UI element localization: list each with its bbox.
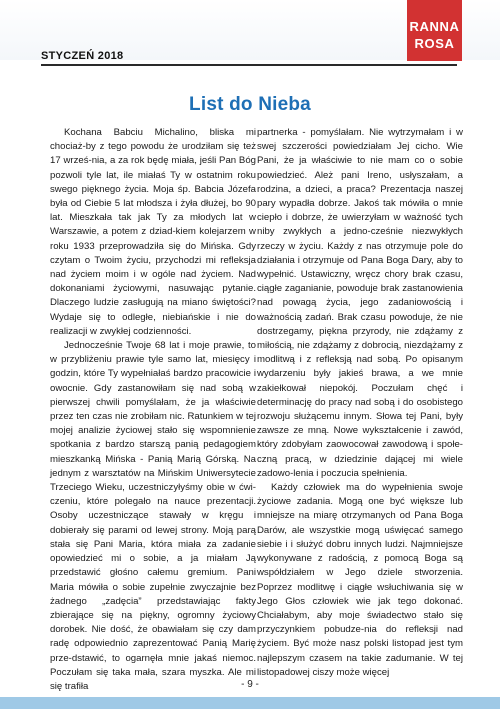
footer-band [0, 697, 500, 709]
header-rule [41, 64, 457, 66]
paragraph: Kochana Babciu Michalino, bliska mi chociaż-by z tego powodu że urodziłam się też 17 wrześ-nia, a za rok będę miała, jeśli Pan Bóg pozwoli tyle lat, ile miałaś Ty w ostatnim roku swego pięknego życia. Moja śp. Babcia Józefa była od Ciebie 5 lat młodsza i żyła dłużej, bo 90 lat. Mieszkała tak jak Ty za młodych lat w Warszawie, a potem z dziad-kiem kolejarzem w roku 1933 przeprowadziła się do Mińska. Gdy czytam o Twoim życiu, przychodzi mi refleksja nad życiem moim i w ogóle nad życiem. Nad dokonaniami życiowymi, nasuwając pytanie. Dlaczego ludzie zasługują na miano świętości? Wydaje się to odległe, niebiańskie i nie do realizacji w zwykłej codzienności. [50, 127, 256, 337]
article-title: List do Nieba [189, 93, 311, 115]
paragraph: Każdy człowiek ma do wypełnienia swoje życiowe zadania. Mogą one być większe lub mniejsze na miarę otrzymanych od Pana Boga Darów, ale wszystkie mogą uświęcać samego siebie i i służyć dobru innych ludzi. Najmniejsze wykonywane z radością, z pomocą Boga są współdziałem w Jego dziele stworzenia. Poprzez modlitwę i ciągłe wsłuchiwania się w Jego Głos człowiek wie jak tego dokonać. Chciałabym, aby moje świadectwo stało się przyczynkiem pobudze-nia do refleksji nad życiem. Być może nasz polski listopad jest tym najlepszym czasem na takie zadumanie. W tej listopadowej ciszy może więcej [257, 482, 463, 678]
article-column-left [50, 126, 256, 694]
logo-text-top: RANNA [409, 19, 460, 34]
paragraph: partnerka - pomyślałam. Nie wytrzymałam i w swej szczerości powiedziałam Jej cicho. Wie Pani, że ja właściwie to nie mam co o sobie powiedzieć. Ależ pani Ireno, usłyszałam, a rodzina, a dzieci, a praca? Prezentacja naszej pary wypadła dobrze. Jakoś tak mówiła o mnie ciepło i dobrze, że uwierzyłam w ważność tych niby zwykłych a jedno-cześnie niezwykłych rzeczy w życiu. Każdy z nas otrzymuje pole do działania i otrzymuje od Pana Boga Dary, aby to wypełnić. Ustawiczny, wręcz chory brak czasu, ciągłe zaganianie, powoduje brak zastanowienia nad powagą życia, jego zadaniowością i ważnością zadań. Brak czasu powoduje, że nie dostrzegamy, piękna przyrody, nie zdążamy z miłością, nie zdążamy z dobrocią, niezdążamy z modlitwą i z refleksją nad sobą. Po opisanym wydarzeniu były jakieś brawa, a we mnie zakiełkował niepokój. Poczułam chęć i determinację do pracy nad sobą i do osobistego rozwoju służącemu innym. Słowa tej Pani, były zawsze ze mną. Nowe wykształcenie i zawód, który zdobyłam zaowocował zawodową i społe-czną pracą, w dziedzinie dającej mi wiele zadowo-lenia i poczucia spełnienia. [257, 127, 463, 479]
magazine-logo [407, 0, 462, 61]
issue-date: STYCZEŃ 2018 [41, 50, 124, 62]
page-number: - 9 - [241, 679, 259, 690]
paragraph: Jednocześnie Twoje 68 lat i moje prawie, to w przybliżeniu prawie tyle samo lat, miesięcy i godzin, które Ty wypełniałaś bardzo pracowicie i owocnie. Gdy zastanowiłam się nad sobą w pierwszej chwili pomyślałam, że ja właściwie przez ten czas nie zrobiłam nic. Ratunkiem w tej mojej analizie życiowej stało się wspomnienie spotkania z bardzo starszą panią pedagogiem mieszkanką Mińska - Panią Marią Górską. Na jednym z warsztatów na Mińskim Uniwersytecie Trzeciego Wieku, uczestniczyłyśmy obie w ćwi-czeniu, które polegało na nauce prezentacji. Osoby uczestniczące stawały w kręgu i dobierały się parami od lewej strony. Moją parą stała się Pani Maria, która miała za zadanie opowiedzieć mi o sobie, a ja miałam Ją przedstawić głośno całemu gremium. Pani Maria mówiła o sobie zupełnie zwyczajnie bez żadnego „zadęcia” przedstawiając fakty zbierające się na piękny, ogromny życiowy dorobek. Nie dość, że obawiałam się czy dam radę odpowiednio zaprezentować Panią Marię prze-dstawić, to ogarnęła mnie jakaś niemoc. Poczułam się taka mała, szara myszka. Ale mi się trafiła [50, 340, 256, 692]
article-column-right [257, 126, 463, 680]
logo-text-bottom: ROSA [414, 36, 455, 51]
